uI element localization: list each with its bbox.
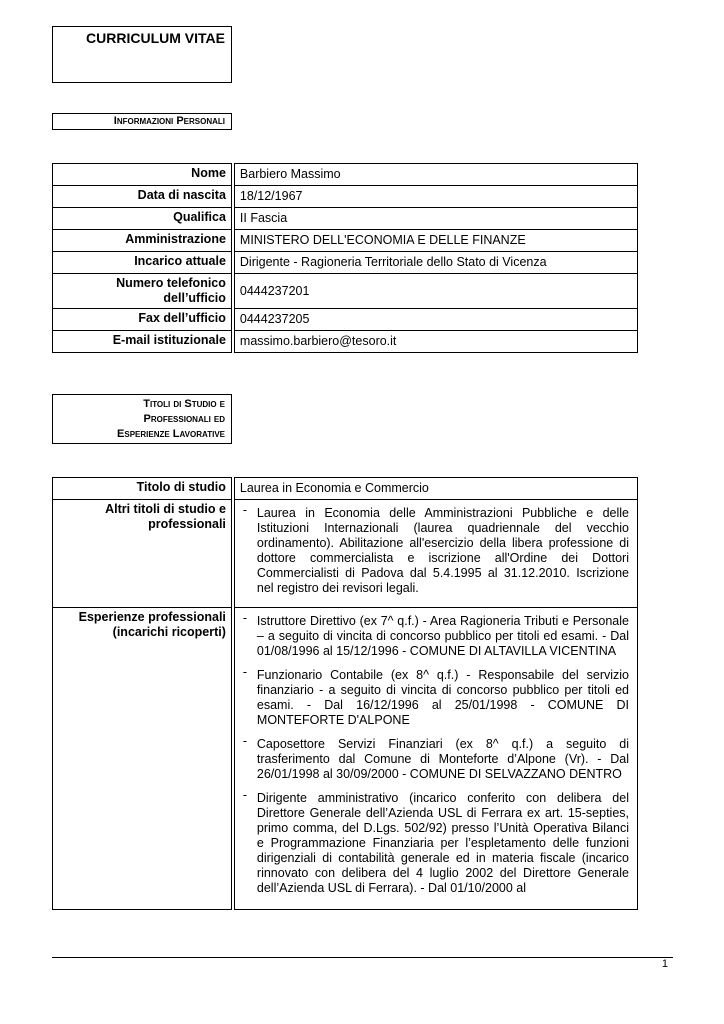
- personal-row: [53, 186, 638, 208]
- section-studies-line2: Professionali ed: [143, 413, 225, 425]
- list-item-text: Dirigente amministrativo (incarico conferito con delibera del Direttore Generale dell’Azienda USL di Ferrara ex art. 15-septies, primo comma, del D.Lgs. 502/92) presso l’Unità Operativa Bilanci e Programmazione Finanziaria per l’espletamento delle funzioni dirigenziali di contabilità generale ed in materia fiscale (incarico rinnovato con delibera del 4 luglio 2002 del Direttore Generale dell’Azienda USL di Ferrara). - Dal 01/10/2000 al: [256, 791, 629, 895]
- personal-label: Data di nascita: [53, 186, 232, 208]
- personal-label: Numero telefonico dell’ufficio: [53, 274, 232, 309]
- cv-title: CURRICULUM VITAE: [86, 30, 225, 46]
- page-number: 1: [661, 958, 668, 970]
- personal-row: [53, 274, 638, 309]
- dash-bullet: -: [242, 611, 248, 625]
- list-item: [242, 734, 629, 782]
- list-item-text: Istruttore Direttivo (ex 7^ q.f.) - Area Ragioneria Tributi e Personale – a seguito di vincita di concorso pubblico per titoli ed esami. - Dal 01/08/1996 al 15/12/1996 - COMUNE DI ALTAVILLA VICENTINA: [256, 614, 629, 658]
- personal-row: [53, 208, 638, 230]
- titolo-studio-value: Laurea in Economia e Commercio: [234, 478, 637, 500]
- personal-row: [53, 331, 638, 353]
- esperienze-label: Esperienze professionali (incarichi ricoperti): [53, 608, 232, 910]
- list-item: [242, 611, 629, 659]
- titolo-studio-label: Titolo di studio: [53, 478, 232, 500]
- section-studies-experience: [52, 394, 232, 444]
- esperienze-value: [234, 608, 637, 910]
- personal-label: Qualifica: [53, 208, 232, 230]
- personal-value: 18/12/1967: [234, 186, 637, 208]
- personal-value: II Fascia: [234, 208, 637, 230]
- dash-bullet: -: [242, 734, 248, 748]
- personal-label: Fax dell’ufficio: [53, 309, 232, 331]
- studies-table: [52, 477, 638, 910]
- dash-bullet: -: [242, 665, 248, 679]
- altri-titoli-value: [234, 500, 637, 608]
- section-studies-line1: Titoli di Studio e: [143, 398, 225, 410]
- row-esperienze: [53, 608, 638, 910]
- section-studies-line3: Esperienze Lavorative: [117, 428, 225, 440]
- personal-row: [53, 309, 638, 331]
- section-personal-title: Informazioni Personali: [113, 115, 225, 127]
- dash-bullet: -: [242, 788, 248, 802]
- personal-label: Nome: [53, 164, 232, 186]
- cv-title-box: [52, 26, 232, 83]
- row-titolo-studio: [53, 478, 638, 500]
- personal-value: Dirigente - Ragioneria Territoriale dello Stato di Vicenza: [234, 252, 637, 274]
- list-item-text: Laurea in Economia delle Amministrazioni Pubbliche e delle Istituzioni Internazionali (laurea quadriennale del vecchio ordinamento). Abilitazione all'esercizio della libera professione di dottore commercialista e iscrizione all'Ordine dei Dottori Commercialisti di Padova dal 5.4.1995 al 31.12.2010. Iscrizione nel registro dei revisori legali.: [256, 506, 629, 595]
- personal-value: Barbiero Massimo: [234, 164, 637, 186]
- list-item: [242, 788, 629, 896]
- dash-bullet: -: [242, 503, 248, 517]
- personal-value: 0444237205: [234, 309, 637, 331]
- list-item: [242, 503, 629, 596]
- personal-value: 0444237201: [234, 274, 637, 309]
- personal-label: E-mail istituzionale: [53, 331, 232, 353]
- personal-row: [53, 164, 638, 186]
- personal-label: Amministrazione: [53, 230, 232, 252]
- personal-info-table: [52, 163, 638, 353]
- personal-value: MINISTERO DELL'ECONOMIA E DELLE FINANZE: [234, 230, 637, 252]
- list-item: [242, 665, 629, 728]
- footer-divider: [52, 957, 673, 958]
- list-item-text: Caposettore Servizi Finanziari (ex 8^ q.f.) a seguito di trasferimento dal Comune di Monteforte d’Alpone (Vr). - Dal 26/01/1998 al 30/09/2000 - COMUNE DI SELVAZZANO DENTRO: [256, 737, 629, 781]
- list-item-text: Funzionario Contabile (ex 8^ q.f.) - Responsabile del servizio finanziario - a seguito di vincita di concorso pubblico per titoli ed esami. - Dal 16/12/1996 al 25/01/1998 - COMUNE DI MONTEFORTE D'ALPONE: [256, 668, 629, 727]
- section-personal-info: [52, 113, 232, 130]
- personal-label: Incarico attuale: [53, 252, 232, 274]
- row-altri-titoli: [53, 500, 638, 608]
- altri-titoli-label: Altri titoli di studio e professionali: [53, 500, 232, 608]
- personal-row: [53, 230, 638, 252]
- personal-row: [53, 252, 638, 274]
- personal-value: massimo.barbiero@tesoro.it: [234, 331, 637, 353]
